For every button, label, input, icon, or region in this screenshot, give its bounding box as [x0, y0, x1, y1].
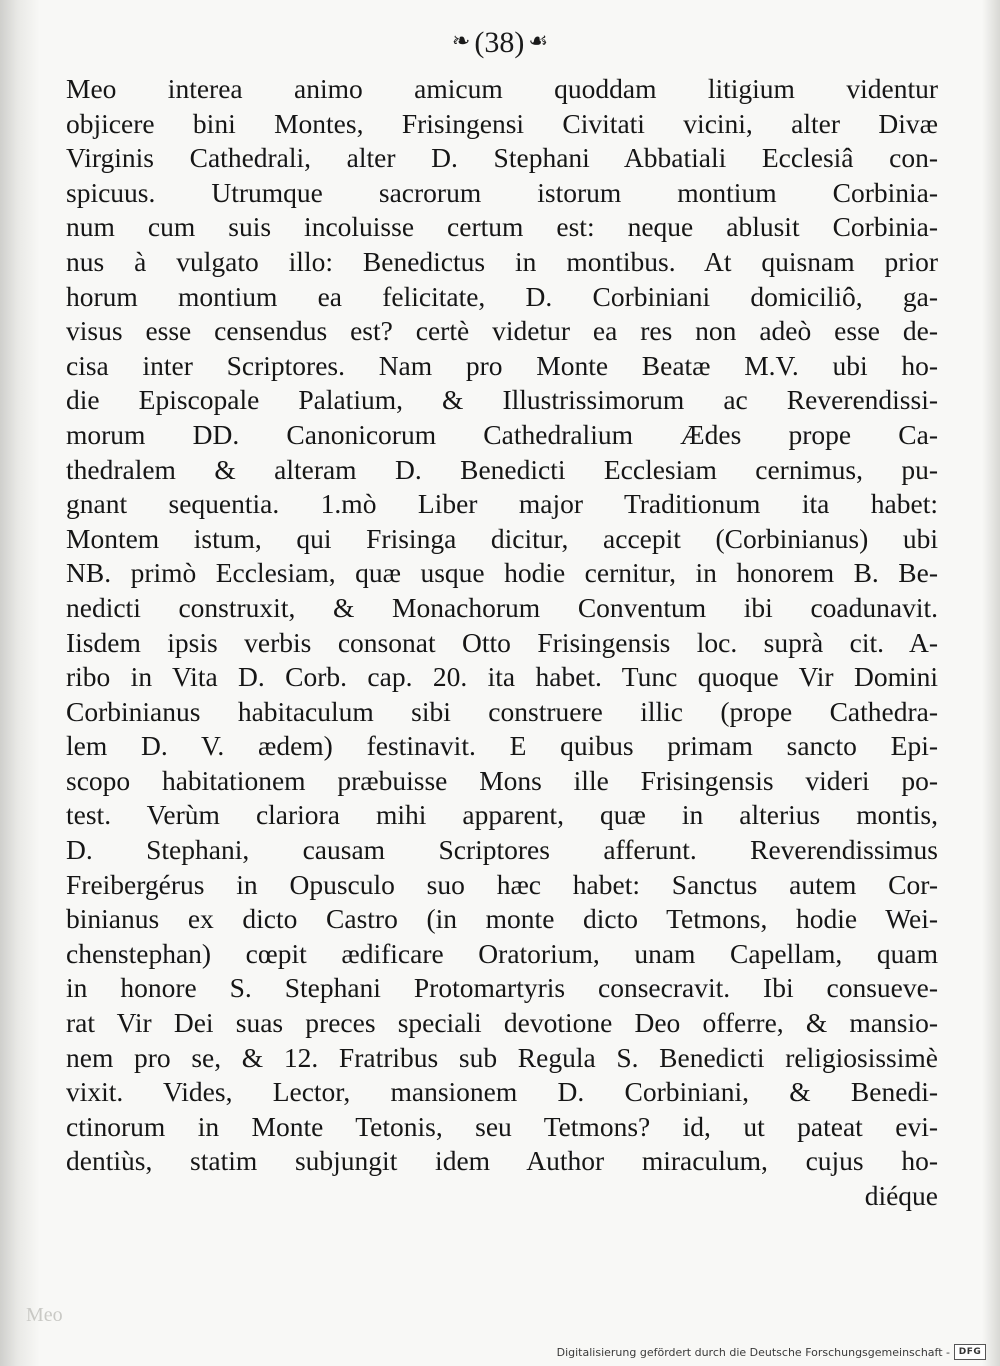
- text-line: nedicti construxit, & Monachorum Conventum ibi coadunavit.: [66, 591, 938, 623]
- text-line: test. Verùm clariora mihi apparent, quæ in alterius montis,: [66, 799, 938, 831]
- ornament-right-icon: ☙: [528, 28, 549, 53]
- text-line: Montem istum, qui Frisinga dicitur, accepit (Corbinianus) ubi: [66, 522, 938, 554]
- text-line: nem pro se, & 12. Fratribus sub Regula S. Benedicti religiosissimè: [66, 1041, 938, 1073]
- text-line: NB. primò Ecclesiam, quæ usque hodie cernitur, in honorem B. Be-: [66, 557, 938, 589]
- page-header: ❧ (38) ☙: [0, 26, 1000, 60]
- text-line: morum DD. Canonicorum Cathedralium Ædes prope Ca-: [66, 418, 938, 450]
- text-line: vixit. Vides, Lector, mansionem D. Corbiniani, & Benedi-: [66, 1076, 938, 1108]
- text-line: thedralem & alteram D. Benedicti Ecclesiam cernimus, pu-: [66, 453, 938, 485]
- text-line: lem D. V. ædem) festinavit. E quibus primam sancto Epi-: [66, 730, 938, 762]
- text-line: in honore S. Stephani Protomartyris consecravit. Ibi consueve-: [66, 972, 938, 1004]
- text-line: horum montium ea felicitate, D. Corbiniani domiciliô, ga-: [66, 280, 938, 312]
- bleed-through-catchword: Meo: [26, 1304, 63, 1326]
- text-line: Corbinianus habitaculum sibi construere illic (prope Cathedra-: [66, 695, 938, 727]
- text-line: visus esse censendus est? certè videtur ea res non adeò esse de-: [66, 315, 938, 347]
- body-text: [66, 72, 938, 1214]
- text-line: gnant sequentia. 1.mò Liber major Traditionum ita habet:: [66, 488, 938, 520]
- text-line: Meo interea animo amicum quoddam litigium videntur: [66, 73, 938, 104]
- text-line: spicuus. Utrumque sacrorum istorum montium Corbinia-: [66, 176, 938, 208]
- page-edge-shadow: [982, 0, 1000, 1366]
- text-line: Freibergérus in Opusculo suo hæc habet: Sanctus autem Cor-: [66, 868, 938, 900]
- text-line: die Episcopale Palatium, & Illustrissimorum ac Reverendissi-: [66, 384, 938, 416]
- text-line: Virginis Cathedrali, alter D. Stephani Abbatiali Ecclesiâ con-: [66, 142, 938, 174]
- text-line: chenstephan) cœpit ædificare Oratorium, unam Capellam, quam: [66, 937, 938, 969]
- text-line: num cum suis incoluisse certum est: neque ablusit Corbinia-: [66, 211, 938, 243]
- text-line: scopo habitationem præbuisse Mons ille Frisingensis videri po-: [66, 764, 938, 796]
- gutter-shadow: [0, 0, 40, 1366]
- footer-credit-text: Digitalisierung gefördert durch die Deutsche Forschungsgemeinschaft -: [556, 1345, 950, 1359]
- text-line: dentiùs, statim subjungit idem Author miraculum, cujus ho-: [66, 1145, 938, 1177]
- text-line: rat Vir Dei suas preces speciali devotione Deo offerre, & mansio-: [66, 1007, 938, 1039]
- text-line: binianus ex dicto Castro (in monte dicto Tetmons, hodie Wei-: [66, 903, 938, 935]
- dfg-logo-icon: DFG: [954, 1344, 986, 1360]
- text-line: cisa inter Scriptores. Nam pro Monte Beatæ M.V. ubi ho-: [66, 349, 938, 381]
- text-line: objicere bini Montes, Frisingensi Civitati vicini, alter Divæ: [66, 107, 938, 139]
- text-line: diéque: [864, 1180, 938, 1211]
- page-number: 38: [484, 26, 515, 59]
- text-line: ctinorum in Monte Tetonis, seu Tetmons? id, ut pateat evi-: [66, 1110, 938, 1142]
- text-line: nus à vulgato illo: Benedictus in montibus. At quisnam prior: [66, 245, 938, 277]
- text-line: Iisdem ipsis verbis consonat Otto Frisingensis loc. suprà cit. A-: [66, 626, 938, 658]
- ornament-left-icon: ❧: [451, 28, 471, 53]
- text-line: ribo in Vita D. Corb. cap. 20. ita habet. Tunc quoque Vir Domini: [66, 661, 938, 693]
- text-line: D. Stephani, causam Scriptores afferunt. Reverendissimus: [66, 834, 938, 866]
- digitization-footer: [557, 1344, 986, 1360]
